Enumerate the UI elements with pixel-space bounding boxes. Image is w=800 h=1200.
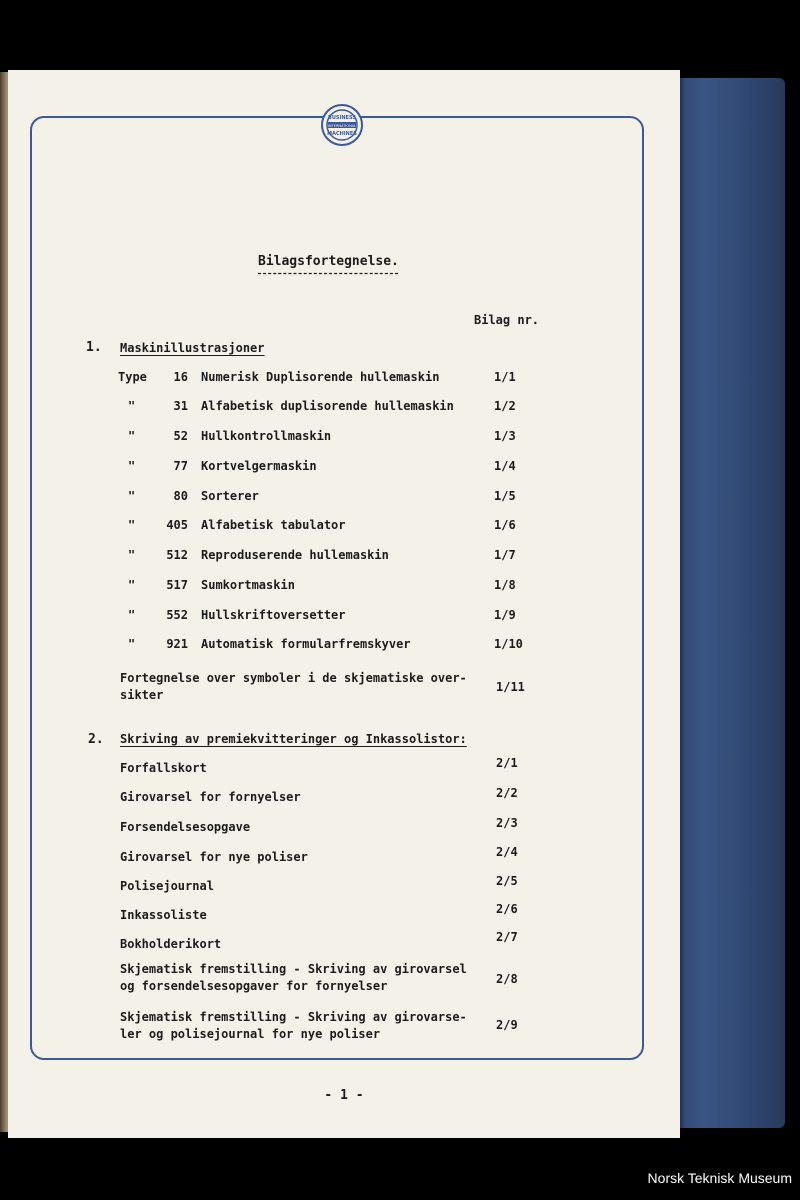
row-number: 405 (166, 518, 188, 532)
schema-2-ref: 2/9 (496, 1018, 518, 1032)
list-item: Girovarsel for nye poliser (120, 850, 308, 864)
schema-1-ref: 2/8 (496, 972, 518, 986)
symbols-list-entry (120, 670, 480, 704)
list-item: Bokholderikort (120, 937, 222, 951)
row-number: 921 (166, 637, 188, 651)
table-row (8, 608, 680, 628)
row-description: Sumkortmaskin (201, 578, 295, 592)
ibm-logo-icon (325, 108, 359, 142)
symbols-line-2: sikter (120, 688, 164, 702)
page-number: - 1 - (324, 1088, 364, 1103)
row-number: 52 (173, 429, 188, 443)
row-type: " (128, 399, 136, 413)
schema-entry-1 (120, 961, 480, 995)
row-type: " (128, 637, 136, 651)
schema-2-line-1: Skjematisk fremstilling - Skriving av girovarse- (120, 1010, 467, 1024)
row-type: " (128, 548, 136, 562)
row-ref: 1/1 (494, 370, 516, 384)
row-number: 552 (166, 608, 188, 622)
table-row (8, 429, 680, 449)
ibm-logo (321, 104, 363, 146)
row-type: " (128, 489, 136, 503)
list-item-ref: 2/1 (496, 756, 518, 770)
row-type: " (128, 578, 136, 592)
list-item-ref: 2/3 (496, 816, 518, 830)
row-ref: 1/6 (494, 518, 516, 532)
row-ref: 1/9 (494, 608, 516, 622)
row-number: 77 (173, 459, 188, 473)
list-item-ref: 2/6 (496, 902, 518, 916)
row-description: Sorterer (201, 489, 259, 503)
row-number: 16 (173, 370, 188, 384)
list-item-ref: 2/2 (496, 786, 518, 800)
list-item: Girovarsel for fornyelser (120, 790, 301, 804)
row-ref: 1/2 (494, 399, 516, 413)
schema-entry-2 (120, 1009, 480, 1043)
document-title: Bilagsfortegnelse. (258, 254, 399, 269)
table-row (8, 370, 680, 390)
section-1-title: Maskinillustrasjoner (120, 341, 265, 355)
row-ref: 1/4 (494, 459, 516, 473)
schema-1-line-2: og forsendelsesopgaver for fornyelser (120, 979, 388, 993)
bilag-column-header: Bilag nr. (474, 313, 540, 327)
document-page (8, 70, 680, 1138)
symbols-ref: 1/11 (496, 680, 525, 694)
table-row (8, 399, 680, 419)
list-item: Inkassoliste (120, 908, 207, 922)
row-type: Type (118, 370, 147, 384)
row-description: Hullkontrollmaskin (201, 429, 332, 443)
museum-credit: Norsk Teknisk Museum (647, 1170, 792, 1186)
row-description: Alfabetisk duplisorende hullemaskin (201, 399, 454, 413)
table-row (8, 459, 680, 479)
schema-1-line-1: Skjematisk fremstilling - Skriving av girovarsel (120, 962, 467, 976)
row-type: " (128, 459, 136, 473)
row-description: Kortvelgermaskin (201, 459, 317, 473)
section-2-number: 2. (88, 732, 104, 747)
symbols-line-1: Fortegnelse over symboler i de skjematiske over- (120, 671, 467, 685)
row-description: Alfabetisk tabulator (201, 518, 346, 532)
table-row (8, 578, 680, 598)
row-ref: 1/3 (494, 429, 516, 443)
list-item-ref: 2/7 (496, 930, 518, 944)
row-number: 31 (173, 399, 188, 413)
row-number: 512 (166, 548, 188, 562)
row-ref: 1/8 (494, 578, 516, 592)
section-2-title: Skriving av premiekvitteringer og Inkassolistor: (120, 732, 467, 746)
row-description: Reproduserende hullemaskin (201, 548, 389, 562)
list-item: Forfallskort (120, 761, 207, 775)
list-item-ref: 2/4 (496, 845, 518, 859)
table-row (8, 518, 680, 538)
row-type: " (128, 429, 136, 443)
row-number: 517 (166, 578, 188, 592)
row-ref: 1/10 (494, 637, 523, 651)
row-ref: 1/5 (494, 489, 516, 503)
logo-text-middle: INTERNATIONAL (327, 124, 357, 128)
list-item-ref: 2/5 (496, 874, 518, 888)
section-1-number: 1. (86, 340, 102, 355)
table-row (8, 489, 680, 509)
row-ref: 1/7 (494, 548, 516, 562)
table-row (8, 637, 680, 657)
logo-text-top: BUSINESS (328, 115, 356, 121)
row-description: Automatisk formularfremskyver (201, 637, 411, 651)
row-description: Numerisk Duplisorende hullemaskin (201, 370, 440, 384)
logo-text-bottom: MACHINES (327, 131, 357, 137)
row-type: " (128, 608, 136, 622)
table-row (8, 548, 680, 568)
list-item: Polisejournal (120, 879, 214, 893)
row-number: 80 (173, 489, 188, 503)
schema-2-line-2: ler og polisejournal for nye poliser (120, 1027, 381, 1041)
row-description: Hullskriftoversetter (201, 608, 346, 622)
list-item: Forsendelsesopgave (120, 820, 251, 834)
row-type: " (128, 518, 136, 532)
